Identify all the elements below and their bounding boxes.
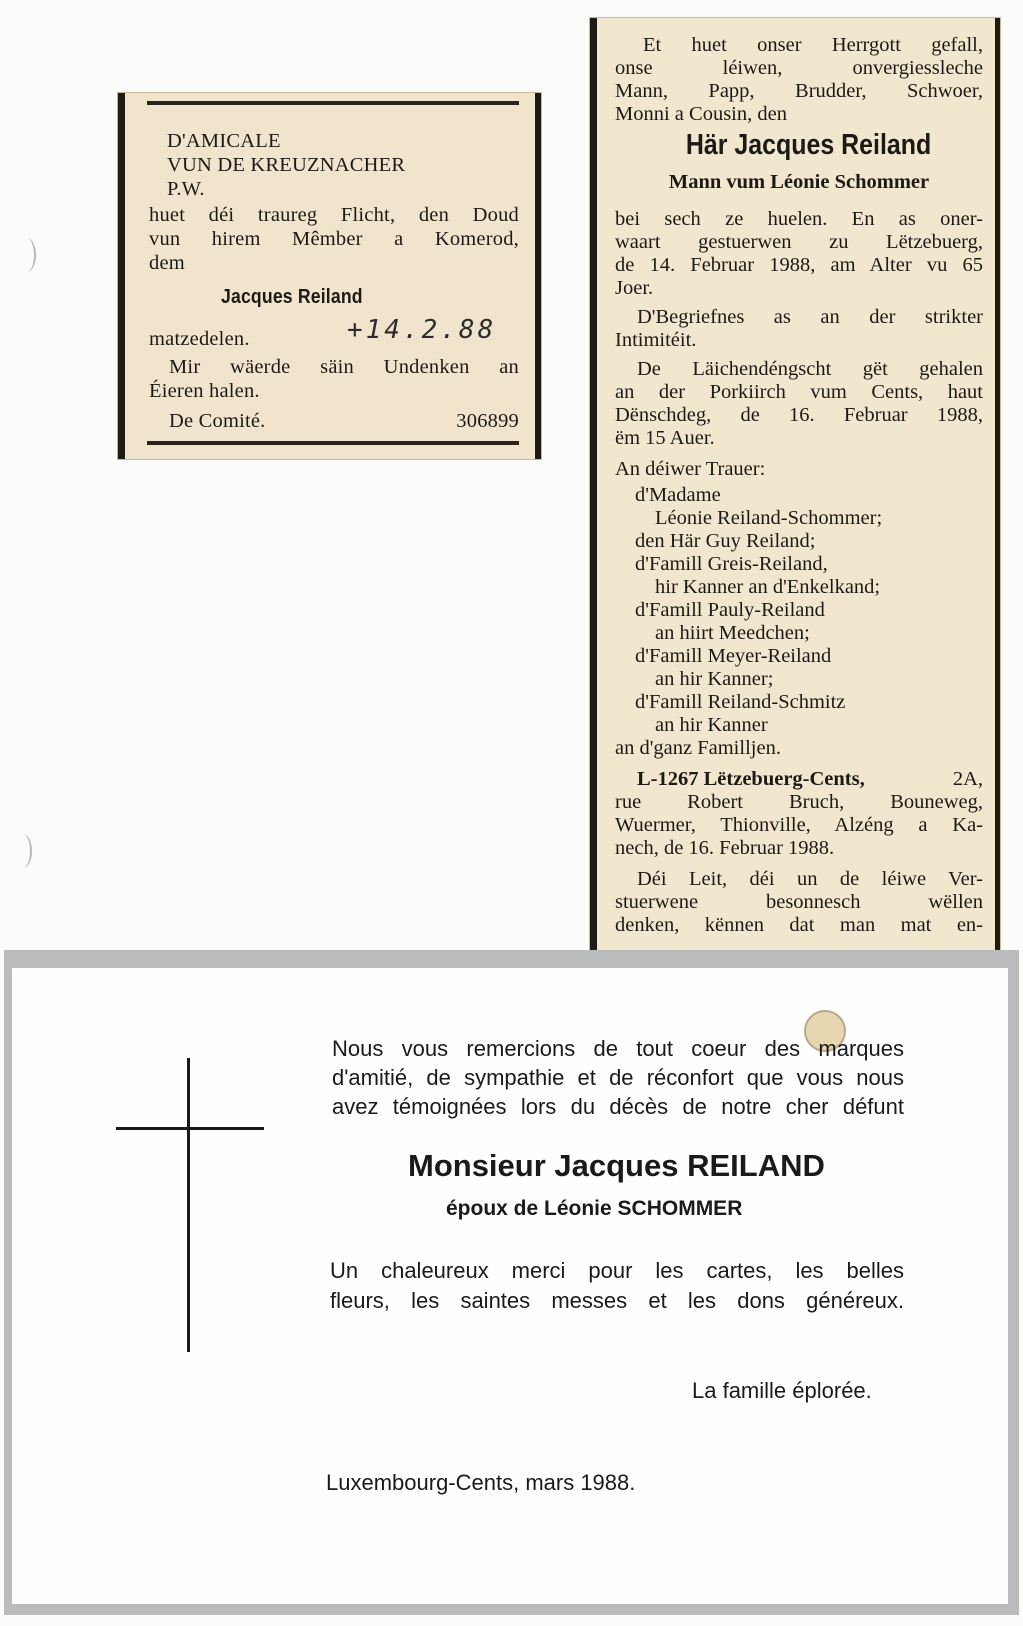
address-line-4: nech, de 16. Februar 1988.: [615, 837, 835, 859]
place-date: Luxembourg-Cents, mars 1988.: [326, 1470, 636, 1495]
death-notice-clipping: [590, 18, 1000, 968]
thanks-line-2: d'amitié, de sympathie et de réconfort que vous nous: [332, 1065, 904, 1090]
mourner-line: an d'ganz Familljen.: [615, 737, 781, 759]
closing-line-2: Éieren halen.: [149, 380, 260, 402]
org-line-3: P.W.: [167, 178, 205, 200]
intro-line-1: Et huet onser Herrgott gefall,: [643, 34, 983, 56]
burial-line-1: D'Begriefnes as an der strikter: [637, 306, 983, 328]
mourner-line: an hir Kanner;: [655, 668, 774, 690]
amicale-notice-clipping: [118, 93, 541, 459]
thank-you-card-frame: [4, 950, 1019, 1615]
funeral-line-4: ëm 15 Auer.: [615, 427, 715, 449]
card-signature: La famille éplorée.: [692, 1378, 872, 1403]
spouse-line: époux de Léonie SCHOMMER: [446, 1197, 743, 1220]
cross-icon: [187, 1058, 190, 1352]
binder-hole-top: [18, 238, 36, 272]
bottom-rule: [147, 441, 519, 445]
merci-line-2: fleurs, les saintes messes et les dons généreux.: [330, 1288, 904, 1313]
merci-line-1: Un chaleureux merci pour les cartes, les belles: [330, 1258, 904, 1283]
mourner-line: hir Kanner an d'Enkelkand;: [655, 576, 881, 598]
death-line-1: bei sech ze huelen. En as oner-: [615, 208, 983, 230]
deceased-name: Monsieur Jacques REILAND: [408, 1148, 825, 1183]
deceased-name: Jacques Reiland: [221, 285, 363, 308]
binder-hole-middle: [14, 834, 32, 868]
mourners-title: An déiwer Trauer:: [615, 458, 766, 480]
mourner-line: an hir Kanner: [655, 714, 768, 736]
mourner-line: an hiirt Meedchen;: [655, 622, 810, 644]
intro-line-2: onse léiwen, onvergiessleche: [615, 57, 983, 79]
mourner-line: d'Famill Reiland-Schmitz: [635, 691, 846, 713]
closing-line-1: Mir wäerde säin Undenken an: [169, 356, 519, 378]
thanks-line-1: Nous vous remercions de tout coeur des marques: [332, 1036, 904, 1061]
closing-line-1: Déi Leit, déi un de léiwe Ver-: [637, 868, 983, 890]
spouse-subtitle: Mann vum Léonie Schommer: [668, 171, 930, 193]
org-line-2: VUN DE KREUZNACHER: [167, 154, 406, 176]
org-line-1: D'AMICALE: [167, 130, 281, 152]
intro-line-4: Monni a Cousin, den: [615, 103, 787, 125]
funeral-line-2: an der Porkiirch vum Cents, haut: [615, 381, 983, 403]
notice-text-4: matzedelen.: [149, 328, 250, 350]
closing-line-3: denken, kënnen dat man mat en-: [615, 914, 983, 936]
thank-you-card: [12, 968, 1008, 1604]
address-line-1: 2A,: [952, 768, 983, 790]
thanks-line-3: avez témoignées lors du décès de notre cher défunt: [332, 1094, 904, 1119]
address-lead: L-1267 Lëtzebuerg-Cents,: [637, 768, 865, 790]
cross-icon-bar: [116, 1127, 264, 1130]
address-line-3: Wuermer, Thionville, Alzéng a Ka-: [615, 814, 983, 836]
funeral-line-3: Dënschdeg, de 16. Februar 1988,: [615, 404, 983, 426]
mourner-line: d'Famill Greis-Reiland,: [635, 553, 828, 575]
funeral-line-1: De Läichendéngscht gët gehalen: [637, 358, 983, 380]
deceased-name: Här Jacques Reiland: [685, 129, 932, 161]
address-line-2: rue Robert Bruch, Bouneweg,: [615, 791, 983, 813]
notice-text-2: vun hirem Mêmber a Komerod,: [149, 228, 519, 250]
mourner-line: d'Famill Pauly-Reiland: [635, 599, 825, 621]
burial-line-2: Intimitéit.: [615, 329, 697, 351]
reference-number: 306899: [456, 410, 519, 432]
death-line-3: de 14. Februar 1988, am Alter vu 65: [615, 254, 983, 276]
handwritten-date: +14.2.88: [347, 315, 497, 345]
mourner-line: den Här Guy Reiland;: [635, 530, 816, 552]
mourner-line: d'Madame: [635, 484, 721, 506]
mourner-line: d'Famill Meyer-Reiland: [635, 645, 832, 667]
top-rule: [147, 101, 519, 105]
death-line-2: waart gestuerwen zu Lëtzebuerg,: [615, 231, 983, 253]
death-line-4: Joer.: [615, 277, 654, 299]
notice-text-1: huet déi traureg Flicht, den Doud: [149, 204, 519, 226]
signature: De Comité.: [169, 410, 266, 432]
mourner-line: Léonie Reiland-Schommer;: [655, 507, 883, 529]
closing-line-2: stuerwene besonnesch wëllen: [615, 891, 983, 913]
intro-line-3: Mann, Papp, Brudder, Schwoer,: [615, 80, 983, 102]
notice-text-3: dem: [149, 252, 185, 274]
